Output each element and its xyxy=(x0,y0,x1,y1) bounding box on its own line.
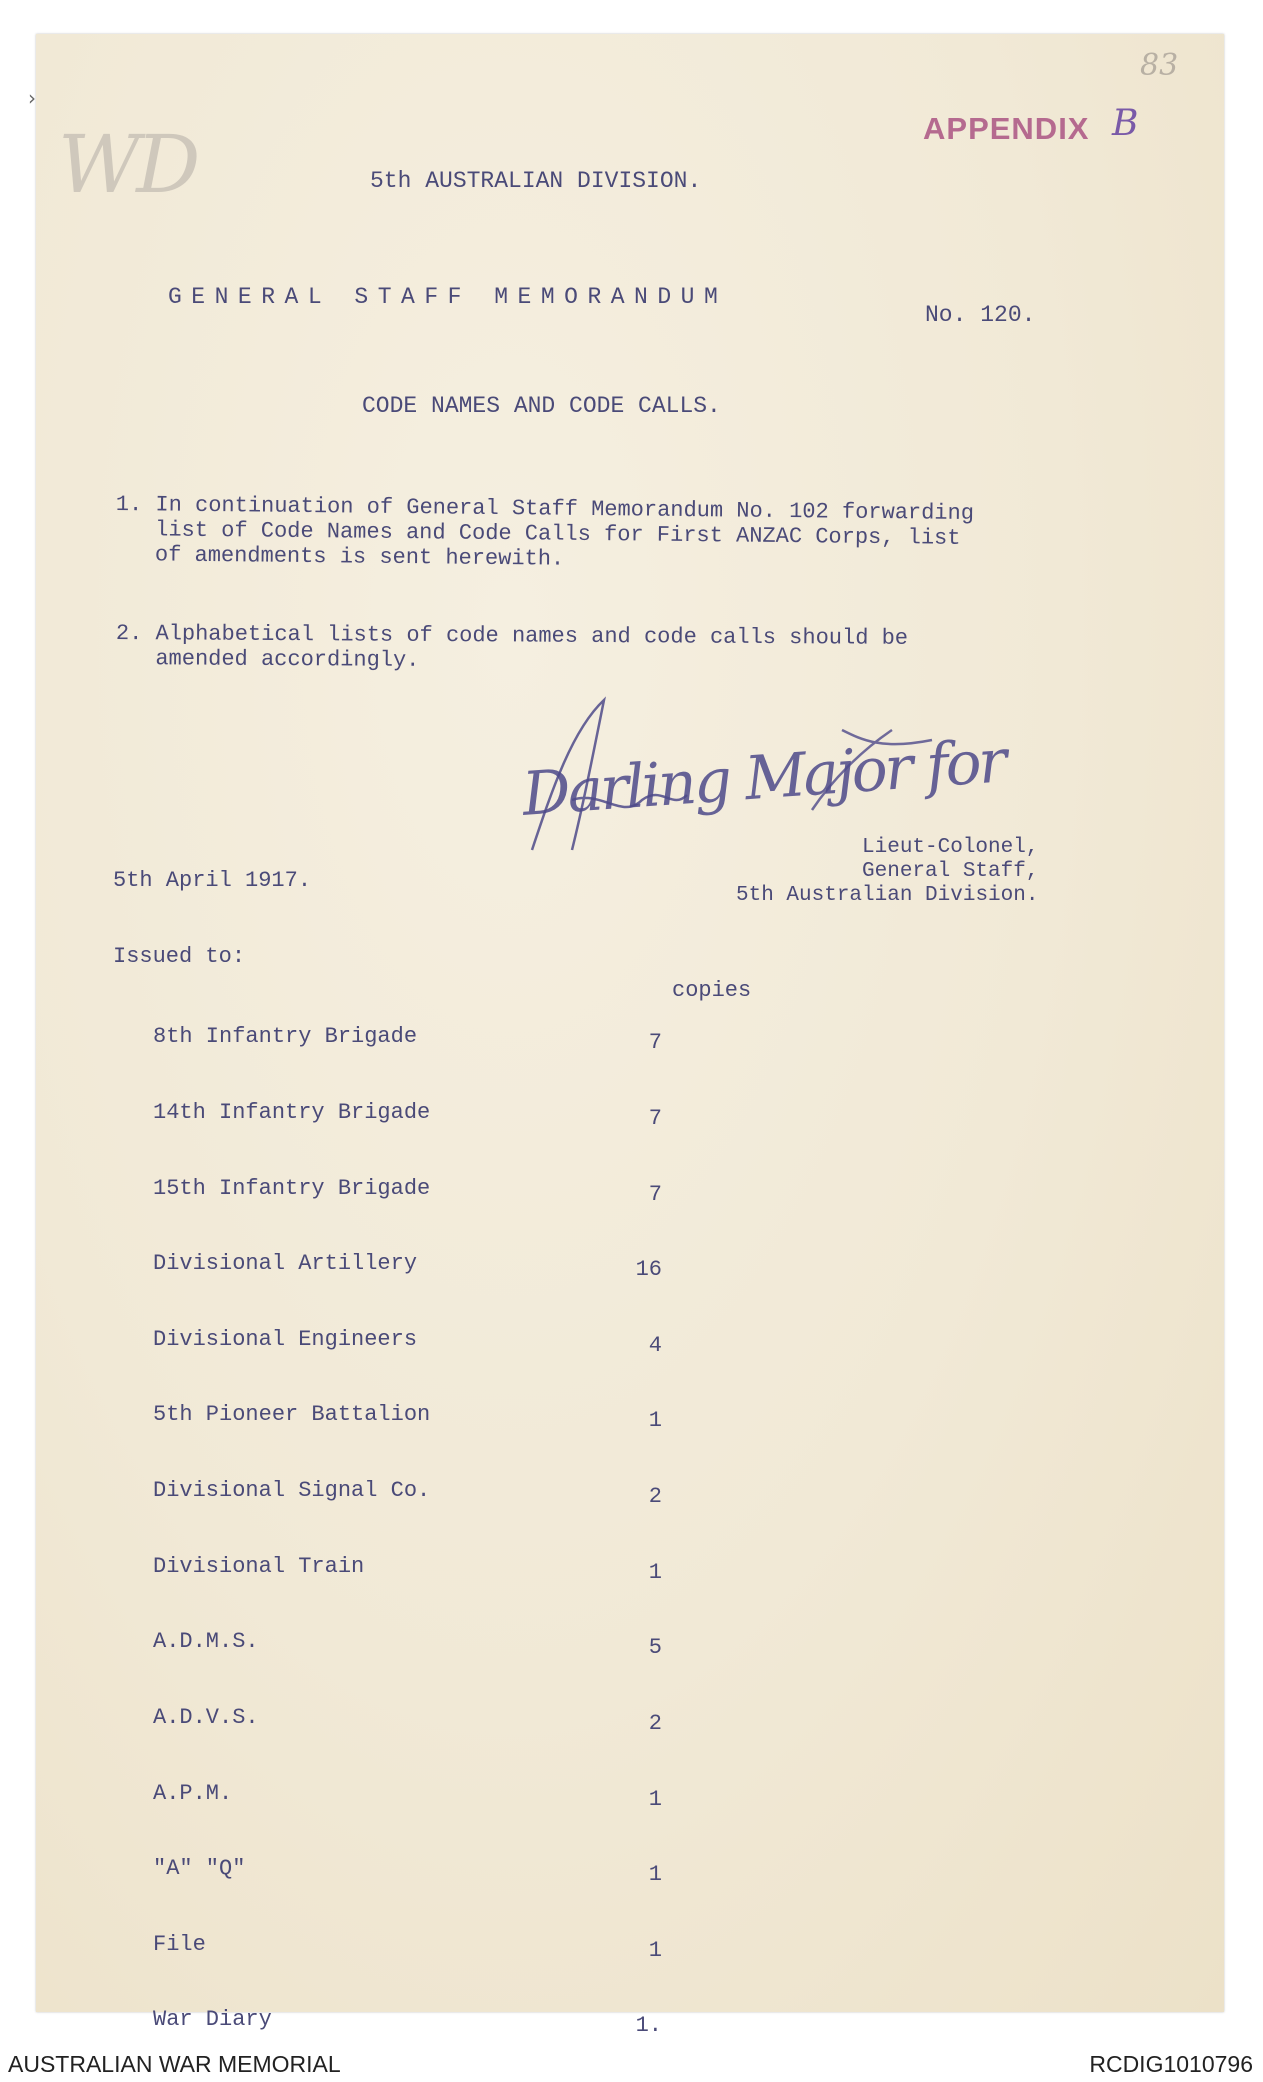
division-heading: 5th AUSTRALIAN DIVISION. xyxy=(370,168,702,194)
footer-catalogue-id: RCDIG1010796 xyxy=(1089,2051,1253,2077)
distribution-recipient: Divisional Train xyxy=(153,1553,365,1579)
memo-number: No. 120. xyxy=(925,302,1036,328)
distribution-recipient: A.D.V.S. xyxy=(153,1704,259,1730)
distribution-recipient: 5th Pioneer Battalion xyxy=(153,1402,431,1428)
distribution-count: 7 xyxy=(648,1030,662,1056)
distribution-count: 1 xyxy=(648,1786,662,1812)
copies-label: copies xyxy=(672,978,752,1003)
distribution-heading: Issued to: xyxy=(113,944,246,969)
distribution-count: 1. xyxy=(635,2013,662,2039)
memo-title: GENERAL STAFF MEMORANDUM xyxy=(168,284,728,310)
distribution-recipient: 14th Infantry Brigade xyxy=(153,1100,431,1126)
distribution-recipient: A.D.M.S. xyxy=(153,1629,259,1655)
distribution-recipient: Divisional Artillery xyxy=(153,1251,418,1277)
distribution-count: 1 xyxy=(648,1559,662,1585)
distribution-count: 2 xyxy=(648,1710,662,1736)
distribution-recipient: Divisional Engineers xyxy=(153,1326,418,1352)
distribution-count: 1 xyxy=(648,1937,662,1963)
distribution-recipient: "A" "Q" xyxy=(153,1856,246,1882)
distribution-recipient: 15th Infantry Brigade xyxy=(153,1175,431,1201)
memo-date: 5th April 1917. xyxy=(113,868,312,893)
distribution-recipient: War Diary xyxy=(153,2007,272,2033)
paragraph-1: 1. In continuation of General Staff Memorandum No. 102 forwarding list of Code Names and Code Calls for First ANZAC Corps, list of amendments is sent herewith. xyxy=(115,492,975,572)
distribution-count: 1 xyxy=(648,1408,662,1434)
distribution-recipient: 8th Infantry Brigade xyxy=(153,1024,418,1050)
paragraph-2: 2. Alphabetical lists of code names and code calls should be amended accordingly. xyxy=(115,621,909,673)
distribution-count: 2 xyxy=(648,1484,662,1510)
appendix-letter: B xyxy=(1112,103,1139,144)
distribution-count: 5 xyxy=(648,1635,662,1661)
distribution-recipient: File xyxy=(153,1931,206,1957)
folio-number: 83 xyxy=(1140,48,1179,83)
pencil-annotation: WD xyxy=(58,118,197,211)
distribution-count: 4 xyxy=(648,1332,662,1358)
distribution-count: 7 xyxy=(648,1181,662,1207)
distribution-recipient: A.P.M. xyxy=(153,1780,233,1806)
distribution-recipient-list xyxy=(153,974,430,2058)
distribution-recipient: Divisional Signal Co. xyxy=(153,1478,431,1504)
subject-heading: CODE NAMES AND CODE CALLS. xyxy=(362,393,721,419)
margin-tick-mark: › xyxy=(28,86,36,110)
signature: Darling Major for xyxy=(520,726,1007,830)
distribution-count: 16 xyxy=(635,1257,662,1283)
appendix-stamp: APPENDIX xyxy=(923,111,1090,146)
footer-institution: AUSTRALIAN WAR MEMORIAL xyxy=(8,2051,341,2077)
signature-block: Lieut-Colonel, General Staff, 5th Australian Division. xyxy=(736,836,1039,907)
distribution-count: 1 xyxy=(648,1862,662,1888)
distribution-count-list xyxy=(622,980,662,2064)
distribution-count: 7 xyxy=(648,1106,662,1132)
